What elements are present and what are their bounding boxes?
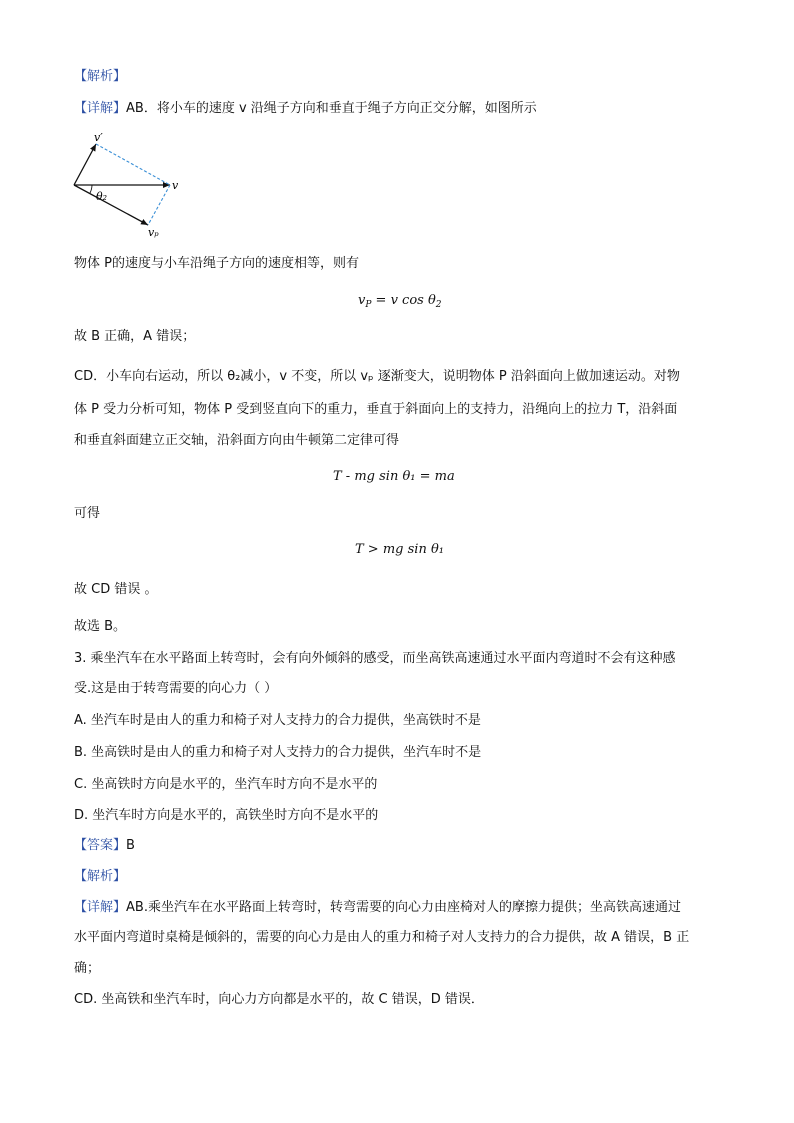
q3-option-b: B. 坐高铁时是由人的重力和椅子对人支持力的合力提供，坐汽车时不是: [74, 745, 482, 760]
formula-vp-right: = v cos θ: [371, 293, 436, 308]
dashed-line-right: [148, 185, 170, 225]
q3-answer: [74, 837, 135, 855]
q3-detail-tag: 【详解】: [74, 900, 127, 915]
vprime-arrow: [74, 144, 96, 185]
q3-option-a: A. 坐汽车时是由人的重力和椅子对人支持力的合力提供，坐高铁时不是: [74, 713, 481, 728]
q3-detail-4: CD. 坐高铁和坐汽车时，向心力方向都是水平的，故 C 错误，D 错误．: [74, 992, 484, 1007]
para-speed-equal: 物体 P的速度与小车沿绳子方向的速度相等，则有: [74, 256, 359, 271]
detail-text: AB．将小车的速度 v 沿绳子方向和垂直于绳子方向正交分解，如图所示: [126, 101, 537, 116]
formula-vp-sub2: 2: [435, 300, 442, 310]
q3-option-c: C. 坐高铁时方向是水平的，坐汽车时方向不是水平的: [74, 777, 378, 792]
q3-detail-text: AB.乘坐汽车在水平路面上转弯时，转弯需要的向心力由座椅对人的摩擦力提供；坐高铁高速通过: [126, 900, 681, 915]
q3-option-d: D. 坐汽车时方向是水平的，高铁坐时方向不是水平的: [74, 808, 379, 823]
detail-paragraph: [74, 100, 537, 118]
para-cd-1: CD．小车向右运动，所以 θ₂减小，v 不变，所以 vₚ 逐渐变大，说明物体 P 沿斜面向上做加速运动。对物: [74, 369, 680, 384]
q3-detail-2: 水平面内弯道时桌椅是倾斜的，需要的向心力是由人的重力和椅子对人支持力的合力提供，故 A 错误，B 正: [74, 930, 690, 945]
detail-tag: 【详解】: [74, 101, 127, 116]
dashed-line-top: [96, 144, 170, 185]
angle-arc: [90, 185, 92, 193]
formula-vp-left: v: [358, 293, 366, 308]
q3-detail-3: 确；: [74, 961, 101, 976]
para-cd-wrong: 故 CD 错误 。: [74, 582, 158, 597]
label-vp: vₚ: [148, 226, 159, 239]
formula-inequality: T > mg sin θ₁: [355, 542, 444, 557]
vp-arrow: [74, 185, 148, 225]
para-cd-2: 体 P 受力分析可知，物体 P 受到竖直向下的重力，垂直于斜面向上的支持力，沿绳向上的拉力 T，沿斜面: [74, 402, 678, 417]
label-theta: θ₂: [96, 190, 108, 203]
label-v: v: [172, 179, 179, 192]
analysis-heading: 【解析】: [74, 69, 127, 84]
q3-stem-2: 受.这是由于转弯需要的向心力（ ）: [74, 681, 278, 696]
q3-stem-1: 3. 乘坐汽车在水平路面上转弯时，会有向外倾斜的感受，而坐高铁高速通过水平面内弯道时不会有这种感: [74, 651, 676, 666]
formula-vp-sub: P: [365, 300, 372, 310]
answer-tag: 【答案】: [74, 838, 127, 853]
q3-detail-1: [74, 899, 681, 917]
para-cd-3: 和垂直斜面建立正交轴，沿斜面方向由牛顿第二定律可得: [74, 433, 400, 448]
formula-newton: T - mg sin θ₁ = ma: [333, 469, 455, 484]
para-kede: 可得: [74, 506, 101, 521]
q3-analysis-heading: 【解析】: [74, 869, 127, 884]
para-b-correct: 故 B 正确，A 错误；: [74, 329, 196, 344]
label-vprime: v′: [94, 131, 103, 144]
answer-value: B: [126, 838, 135, 853]
formula-vp: [358, 291, 442, 315]
velocity-decomposition-diagram: [66, 126, 186, 240]
para-choose-b: 故选 B。: [74, 619, 127, 634]
